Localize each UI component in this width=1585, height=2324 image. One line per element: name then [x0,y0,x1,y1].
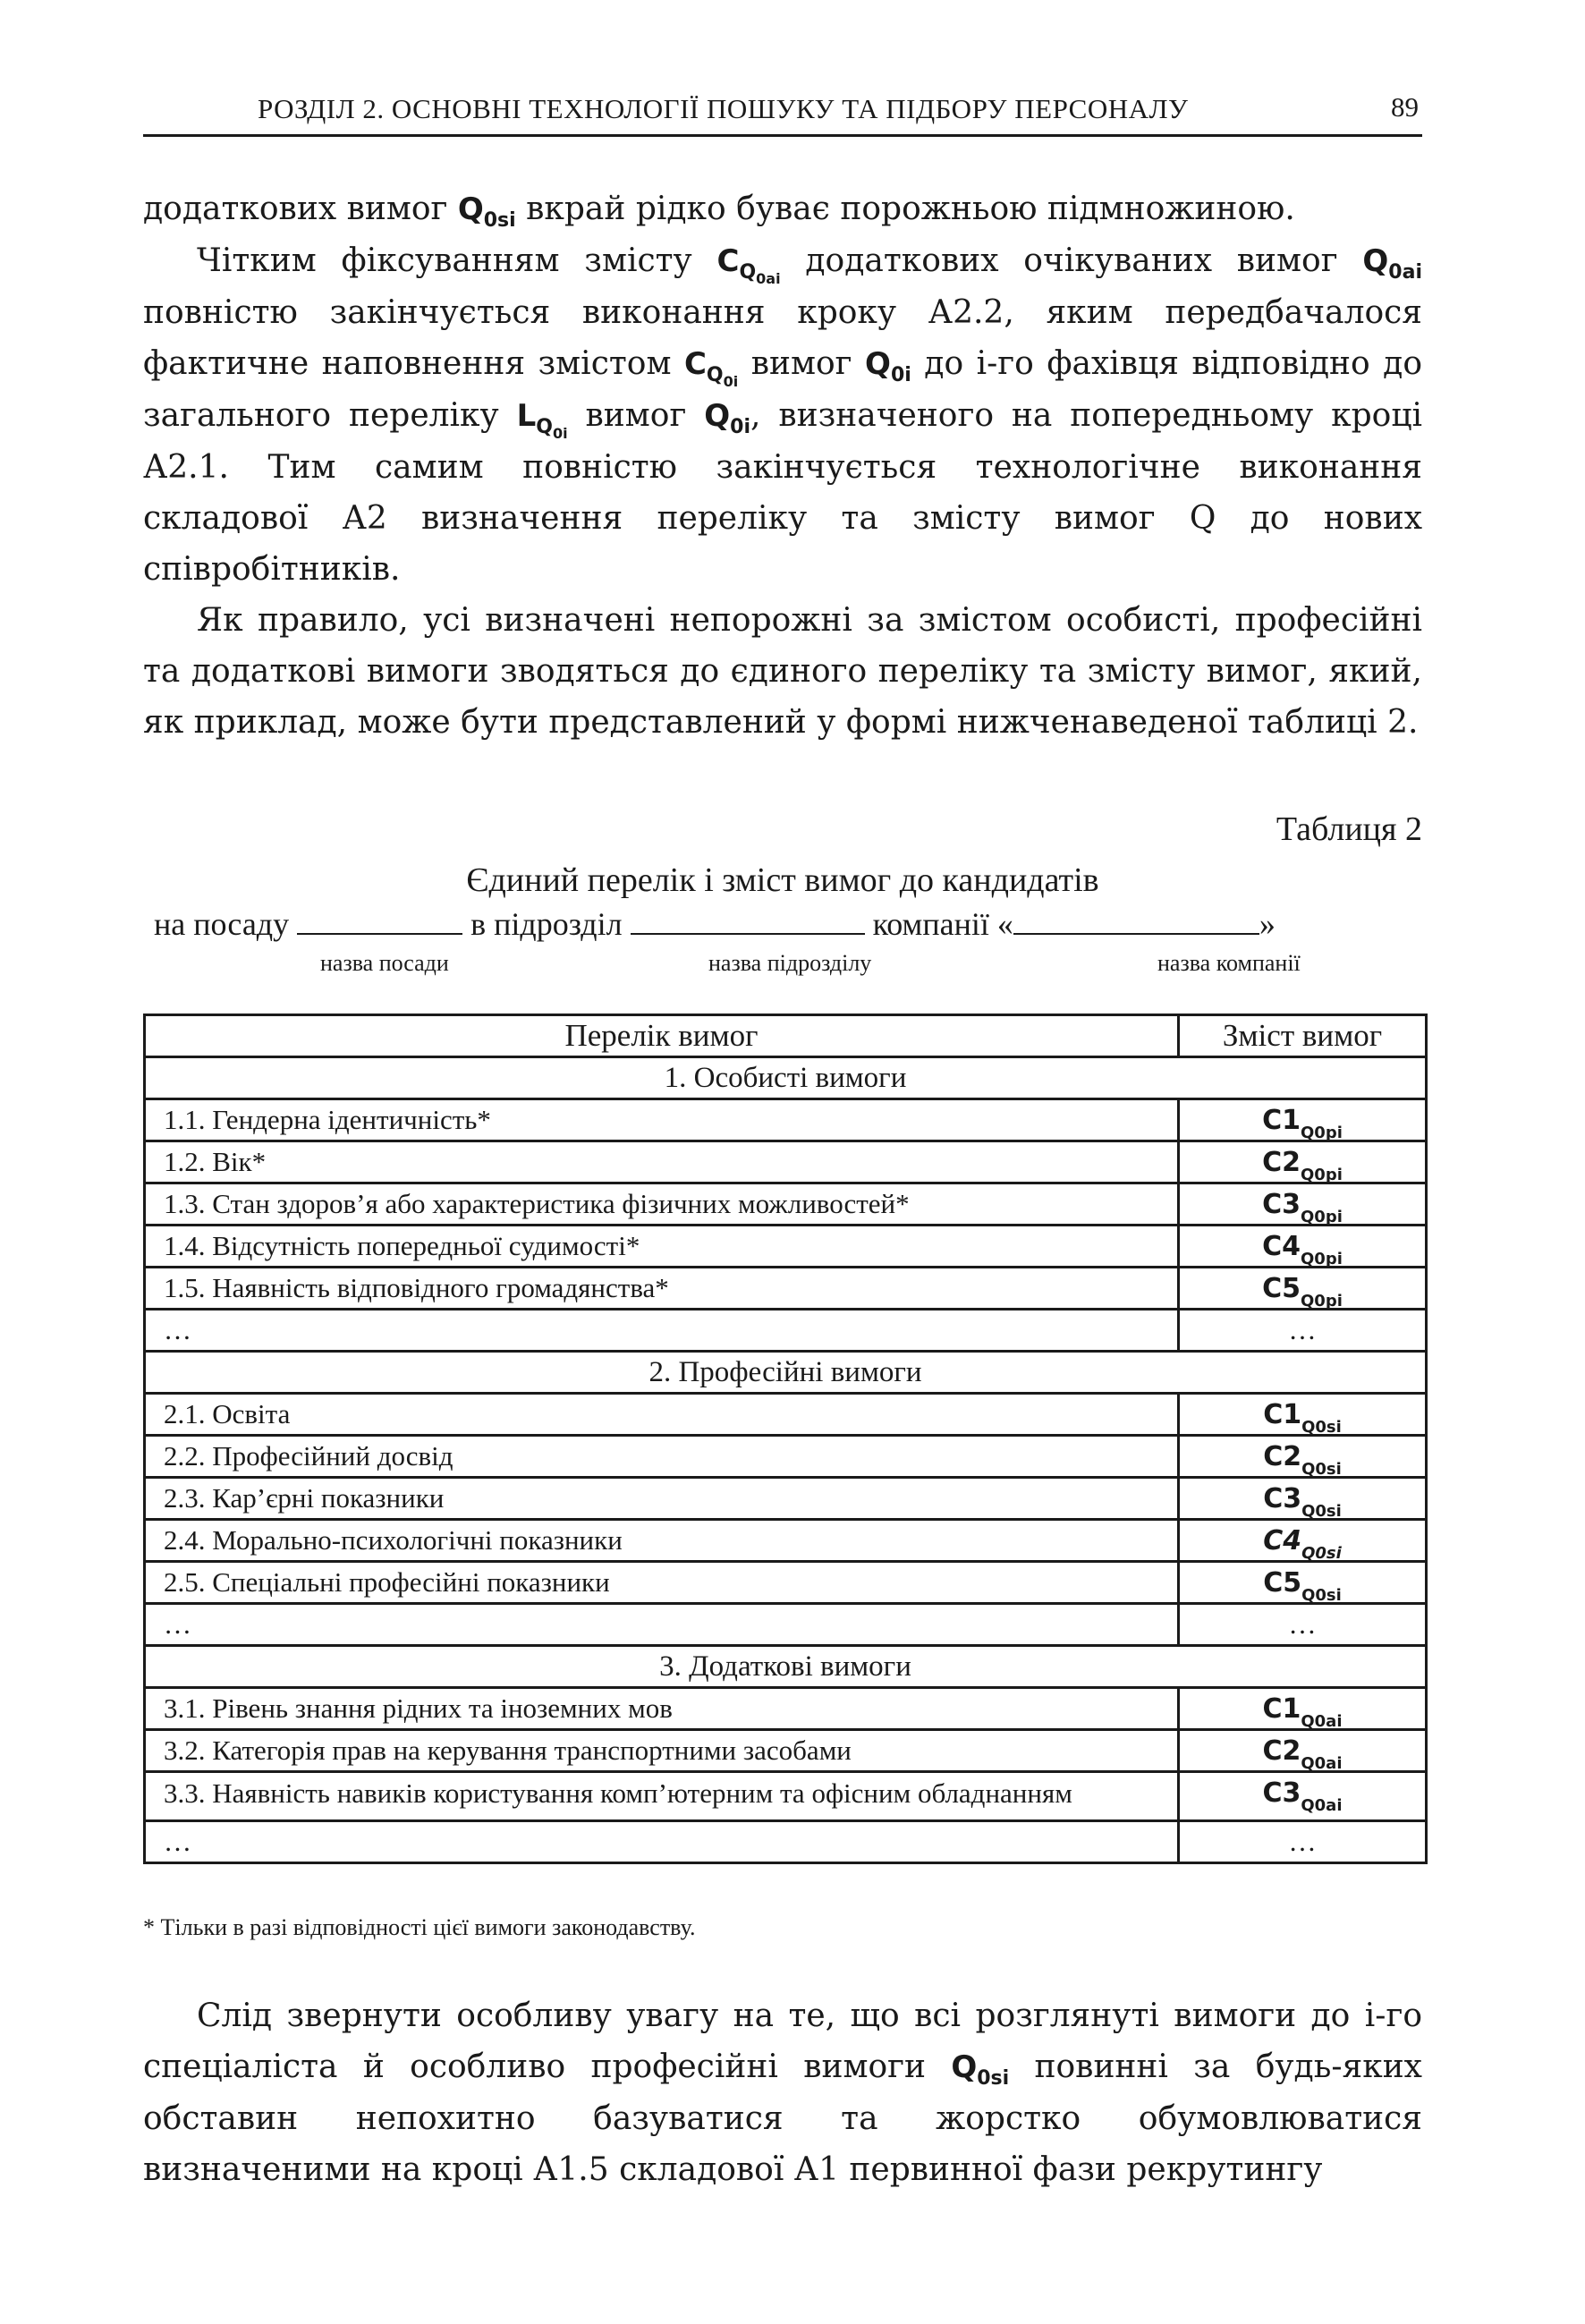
table-row: … … [145,1821,1427,1863]
table-row: 2.5. Спеціальні професійні показники $C5_{Q0si}$ [145,1562,1427,1604]
table-row: … … [145,1604,1427,1646]
table-row: 1.2. Вік* $C2_{Q0pi}$ [145,1141,1427,1183]
table-row: … … [145,1310,1427,1352]
math-symbol: $Q_{0si}$ [951,2049,1010,2090]
math-symbol: $C_{Q_{0ai}}$ [716,243,781,287]
form-line: на посаду в підрозділ компанії « » назва посади назва підрозділу назва компанії [154,906,1301,976]
math-symbol: $Q_{0si}$ [457,191,516,232]
table-caption: Таблиця 2 [1276,810,1422,848]
paragraph: Слід звернути особливу увагу на те, що всі розглянуті вимоги до і-го спеціаліста й особливо професійні вимоги $Q_{0si}$ повинні за будь-яких обставин непохитно базуватися та жорстко обумовлюватися визначеними на кроці А1.5 складової А1 первинної фази рекрутингу [143,1997,1422,2188]
position-blank [297,906,462,935]
paragraph: Як правило, усі визначені непорожні за змістом особисті, професійні та додаткові вимоги зводяться до єдиного переліку та змісту вимог, який, як приклад, може бути представлений у формі нижченаведеної таблиці 2. [143,602,1422,741]
table-row: 1.3. Стан здоров’я або характеристика фізичних можливостей* $C3_{Q0pi}$ [145,1183,1427,1226]
table-header-row [145,1015,1427,1057]
chapter-title: РОЗДІЛ 2. ОСНОВНІ ТЕХНОЛОГІЇ ПОШУКУ ТА ПІДБОРУ ПЕРСОНАЛУ [258,93,1189,124]
section-row: 3. Додаткові вимоги [145,1646,1427,1688]
table-row: 3.2. Категорія прав на керування транспортними засобами $C2_{Q0ai}$ [145,1730,1427,1772]
math-symbol: $Q_{0ai}$ [1362,243,1422,284]
paragraph-continued: додаткових вимог $Q_{0si}$ вкрай рідко буває порожньою підмножиною. [143,191,1295,232]
body-text-top [143,183,1422,748]
table-title: Єдиний перелік і зміст вимог до кандидатів [466,861,1099,899]
table-row: 3.3. Наявність навиків користування комп’ютерним та офісним обладнанням $C3_{Q0ai}$ [145,1772,1427,1821]
section-row: 1. Особисті вимоги [145,1057,1427,1099]
column-header-content: Зміст вимог [1179,1015,1427,1057]
table-row: 1.1. Гендерна ідентичність* $C1_{Q0pi}$ [145,1099,1427,1141]
company-blank [1013,906,1259,935]
department-blank [631,906,865,935]
table-row: 2.3. Кар’єрні показники $C3_{Q0si}$ [145,1478,1427,1520]
table-row: 2.4. Морально-психологічні показники $C4_{Q0si}$ [145,1520,1427,1562]
paragraph: Чітким фіксуванням змісту $C_{Q_{0ai}}$ додаткових очікуваних вимог $Q_{0ai}$ повністю закінчується виконання кроку А2.2, яким передбачалося фактичне наповнення змістом $C_{Q_{0i}}$ вимог $Q_{0i}$ до і-го фахівця відповідно до загального переліку $L_{Q_{0i}}$ вимог $Q_{0i}$, визначеного на попередньому кроці А2.1. Тим самим повністю закінчується технологічне виконання складової А2 визначення переліку та змісту вимог Q до нових співробітників. [143,242,1422,588]
section-row: 2. Професійні вимоги [145,1352,1427,1394]
column-header-list: Перелік вимог [145,1015,1179,1057]
table-row: 1.4. Відсутність попередньої судимості* $C4_{Q0pi}$ [145,1226,1427,1268]
table-row: 2.1. Освіта $C1_{Q0si}$ [145,1394,1427,1436]
math-symbol: $Q_{0i}$ [865,346,911,386]
body-text-bottom [143,1990,1422,2195]
requirements-table [143,1014,1428,1864]
company-hint: назва компанії [1157,950,1301,976]
department-hint: назва підрозділу [708,950,872,976]
math-symbol: $L_{Q_{0i}}$ [516,398,568,442]
math-symbol: $C_{Q_{0i}}$ [683,346,739,390]
table-row: 3.1. Рівень знання рідних та іноземних мов $C1_{Q0ai}$ [145,1688,1427,1730]
running-header [143,89,1422,137]
position-hint: назва посади [320,950,449,976]
table-row: 2.2. Професійний досвід $C2_{Q0si}$ [145,1436,1427,1478]
table-footnote: * Тільки в разі відповідності цієї вимоги законодавству. [143,1914,696,1940]
math-symbol: $Q_{0i}$ [704,398,750,438]
table-row: 1.5. Наявність відповідного громадянства* $C5_{Q0pi}$ [145,1268,1427,1310]
page-number: 89 [1391,91,1419,123]
